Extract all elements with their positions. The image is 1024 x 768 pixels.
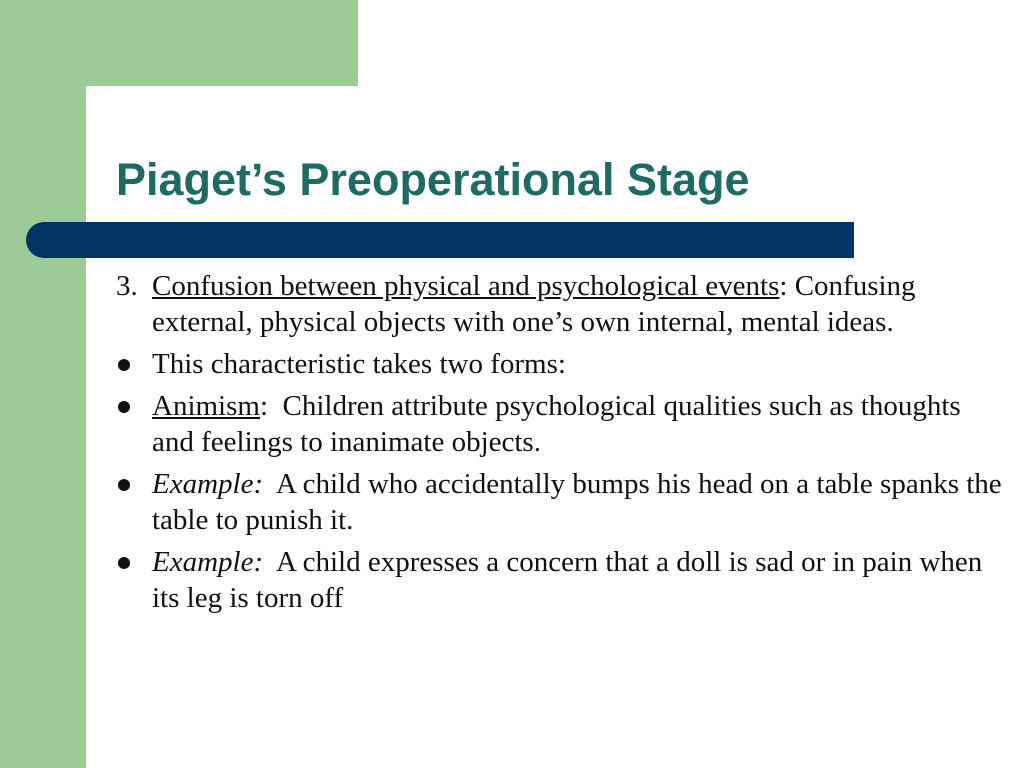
term-separator: : bbox=[259, 390, 269, 422]
slide-body bbox=[116, 268, 1009, 622]
item-number: 3. bbox=[116, 270, 138, 302]
bullet-item bbox=[116, 346, 1006, 382]
title-underline-bar bbox=[26, 222, 854, 258]
item-text: Children attribute psychological qualities such as thoughts and feelings to inanimate objects. bbox=[152, 390, 968, 458]
term-animism: Animism bbox=[152, 390, 260, 422]
example-label: Example: bbox=[152, 546, 264, 578]
bullet-item bbox=[116, 544, 1006, 616]
numbered-item-3 bbox=[116, 268, 1006, 340]
bullet-item bbox=[116, 466, 1009, 538]
example-label: Example: bbox=[152, 468, 264, 500]
item-text: This characteristic takes two forms: bbox=[152, 348, 566, 380]
bullet-icon bbox=[118, 401, 130, 413]
item-text: A child expresses a concern that a doll is sad or in pain when its leg is torn off bbox=[152, 546, 990, 614]
decorative-green-top-block bbox=[86, 0, 358, 86]
bullet-icon bbox=[118, 479, 130, 491]
item-text: A child who accidentally bumps his head on a table spanks the table to punish it. bbox=[152, 468, 1009, 536]
term-separator: : bbox=[779, 270, 788, 302]
bullet-icon bbox=[118, 359, 130, 371]
slide-title: Piaget’s Preoperational Stage bbox=[116, 154, 750, 205]
bullet-icon bbox=[118, 557, 130, 569]
item-text: Confusing external, physical objects with one’s own internal, mental ideas. bbox=[152, 270, 916, 338]
bullet-item bbox=[116, 388, 1006, 460]
decorative-green-sidebar bbox=[0, 0, 86, 768]
term-confusion: Confusion between physical and psychological events bbox=[152, 270, 780, 302]
